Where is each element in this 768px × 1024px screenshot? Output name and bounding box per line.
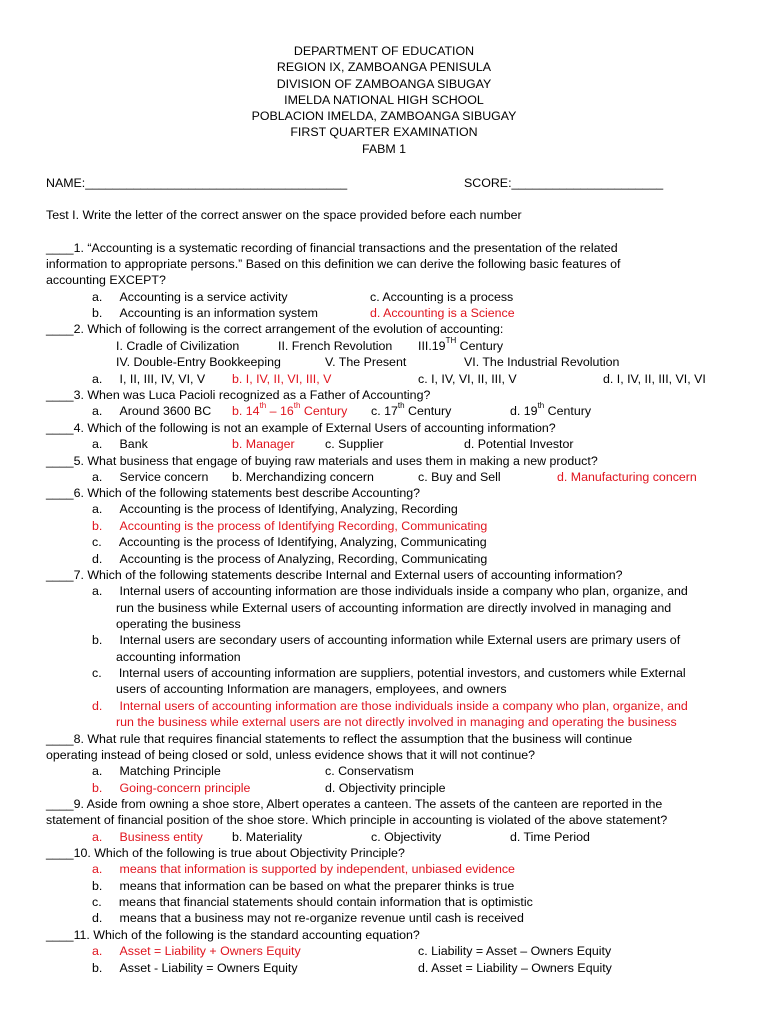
q3-b-mid: – 16 [266, 404, 294, 418]
q8-option-b-answer: b. Going-concern principle [92, 781, 251, 795]
question-1-text: information to appropriate persons.” Based on this definition we can derive the following basic features of [46, 257, 621, 271]
q7-option-b-cont: accounting information [116, 650, 241, 664]
q4-option-c: c. Supplier [325, 437, 384, 451]
q2-item-iii [418, 338, 503, 354]
q3-option-c [371, 403, 451, 419]
q5-option-b: b. Merchandizing concern [232, 470, 374, 484]
q3-c-pre: c. 17 [371, 404, 398, 418]
header-line: REGION IX, ZAMBOANGA PENISULA [276, 60, 492, 75]
name-field: NAME:______________________________________ [46, 176, 348, 190]
q5-option-c: c. Buy and Sell [418, 470, 501, 484]
superscript: th [537, 401, 545, 410]
score-field: SCORE:______________________ [464, 176, 664, 190]
q2-option-b-answer: b. I, IV, II, VI, III, V [232, 372, 332, 386]
question-10-text: ____10. Which of the following is true about Objectivity Principle? [46, 846, 405, 860]
q7-option-a-cont: operating the business [116, 617, 241, 631]
q2-item-iv: IV. Double-Entry Bookkeeping [116, 355, 281, 369]
q3-option-a: a. Around 3600 BC [92, 404, 212, 418]
q3-option-b-answer [232, 403, 347, 419]
q9-option-a-answer: a. Business entity [92, 830, 203, 844]
question-1-text: ____1. “Accounting is a systematic recording of financial transactions and the presentation of the related [46, 241, 618, 255]
q2-option-c: c. I, IV, VI, II, III, V [418, 372, 517, 386]
q2-option-d: d. I, IV, II, III, VI, VI [603, 372, 706, 386]
header-line: FABM 1 [361, 141, 407, 156]
superscript: TH [445, 336, 457, 345]
q2-item-iii-text: III.19 [418, 339, 446, 353]
header-line: IMELDA NATIONAL HIGH SCHOOL [284, 92, 484, 107]
q8-option-c: c. Conservatism [325, 764, 414, 778]
exam-header [0, 43, 768, 157]
q10-option-c: c. means that financial statements should contain information that is optimistic [92, 895, 533, 909]
q10-option-d: d. means that a business may not re-organize revenue until cash is received [92, 911, 524, 925]
q3-option-d [510, 403, 591, 419]
q5-option-d-answer: d. Manufacturing concern [557, 470, 697, 484]
q2-item-vi: VI. The Industrial Revolution [464, 355, 620, 369]
q3-d-pre: d. 19 [510, 404, 538, 418]
q2-item-iii-rest: Century [456, 339, 504, 353]
q2-item-ii: II. French Revolution [278, 339, 393, 353]
q4-option-b-answer: b. Manager [232, 437, 295, 451]
q11-option-d: d. Asset = Liability – Owners Equity [418, 961, 612, 975]
q7-option-c-cont: users of accounting Information are managers, employees, and owners [116, 682, 507, 696]
question-5-text: ____5. What business that engage of buying raw materials and uses them in making a new product? [46, 454, 598, 468]
q4-option-a: a. Bank [92, 437, 148, 451]
header-line: POBLACION IMELDA, ZAMBOANGA SIBUGAY [251, 109, 517, 124]
q7-option-b: b. Internal users are secondary users of accounting information while External users are primary users of [92, 633, 681, 647]
q5-option-a: a. Service concern [92, 470, 209, 484]
q9-option-d: d. Time Period [510, 830, 590, 844]
q4-option-d: d. Potential Investor [464, 437, 574, 451]
superscript: th [293, 401, 301, 410]
q1-option-d-answer: d. Accounting is a Science [370, 306, 515, 320]
q6-option-b-answer: b. Accounting is the process of Identifying Recording, Communicating [92, 519, 488, 533]
question-7-text: ____7. Which of the following statements describe Internal and External users of accounting information? [46, 568, 623, 582]
q3-d-post: Century [544, 404, 592, 418]
q3-b-post: Century [300, 404, 348, 418]
question-3-text: ____3. When was Luca Pacioli recognized as a Father of Accounting? [46, 388, 431, 402]
q3-b-pre: b. 14 [232, 404, 260, 418]
q10-option-a-answer: a. means that information is supported by independent, unbiased evidence [92, 862, 515, 876]
q11-option-b: b. Asset - Liability = Owners Equity [92, 961, 298, 975]
header-line: DEPARTMENT OF EDUCATION [293, 44, 475, 58]
question-11-text: ____11. Which of the following is the standard accounting equation? [46, 928, 420, 942]
q6-option-d: d. Accounting is the process of Analyzing, Recording, Communicating [92, 552, 488, 566]
q7-option-d-answer-cont: run the business while external users are not directly involved in managing and operating the business [116, 715, 677, 729]
header-line: DIVISION OF ZAMBOANGA SIBUGAY [276, 76, 492, 91]
q1-option-c: c. Accounting is a process [370, 290, 514, 304]
superscript: th [259, 401, 267, 410]
question-4-text: ____4. Which of the following is not an example of External Users of accounting information? [46, 421, 556, 435]
q11-option-c: c. Liability = Asset – Owners Equity [418, 944, 612, 958]
question-1-text: accounting EXCEPT? [46, 273, 166, 287]
q2-option-a: a. I, II, III, IV, VI, V [92, 372, 206, 386]
q7-option-a-cont: run the business while External users of accounting information are directly involved in managing and [116, 601, 672, 615]
question-6-text: ____6. Which of the following statements best describe Accounting? [46, 486, 421, 500]
question-8-text: operating instead of being closed or sold, unless evidence shows that it will not continue? [46, 748, 536, 762]
q2-item-v: V. The Present [325, 355, 407, 369]
q3-c-post: Century [404, 404, 452, 418]
question-2-text: ____2. Which of following is the correct arrangement of the evolution of accounting: [46, 322, 504, 336]
q7-option-a: a. Internal users of accounting information are those individuals inside a company who plan, organize, and [92, 584, 688, 598]
q8-option-a: a. Matching Principle [92, 764, 221, 778]
q10-option-b: b. means that information can be based on what the preparer thinks is true [92, 879, 515, 893]
q1-option-b: b. Accounting is an information system [92, 306, 318, 320]
q6-option-a: a. Accounting is the process of Identifying, Analyzing, Recording [92, 502, 458, 516]
question-9-text: ____9. Aside from owning a shoe store, Albert operates a canteen. The assets of the canteen are reported in the [46, 797, 663, 811]
header-line: FIRST QUARTER EXAMINATION [290, 125, 478, 140]
q1-option-a: a. Accounting is a service activity [92, 290, 288, 304]
q2-item-i: I. Cradle of Civilization [116, 339, 240, 353]
q11-option-a-answer: a. Asset = Liability + Owners Equity [92, 944, 301, 958]
q7-option-c: c. Internal users of accounting information are suppliers, potential investors, and customers while External [92, 666, 686, 680]
q9-option-b: b. Materiality [232, 830, 303, 844]
question-9-text: statement of financial position of the shoe store. Which principle in accounting is violated of the above statement? [46, 813, 668, 827]
q8-option-d: d. Objectivity principle [325, 781, 446, 795]
superscript: th [397, 401, 405, 410]
q7-option-d-answer: d. Internal users of accounting information are those individuals inside a company who plan, organize, and [92, 699, 688, 713]
question-8-text: ____8. What rule that requires financial statements to reflect the assumption that the business will continue [46, 732, 633, 746]
q9-option-c: c. Objectivity [371, 830, 442, 844]
q6-option-c: c. Accounting is the process of Identifying, Analyzing, Communicating [92, 535, 487, 549]
test-instructions: Test I. Write the letter of the correct answer on the space provided before each number [46, 208, 522, 222]
